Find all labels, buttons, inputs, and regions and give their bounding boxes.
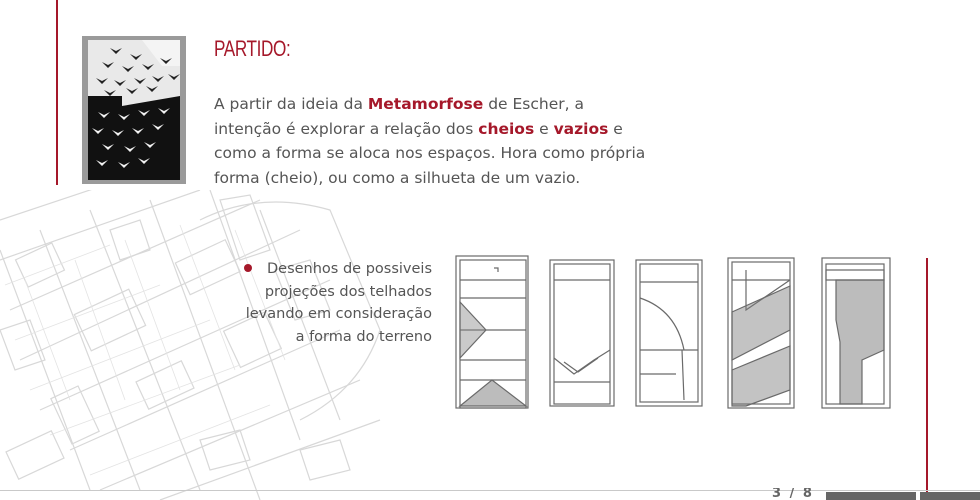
bullet-text: Desenhos de possiveis projeções dos telhados levando em consideração a forma do terreno <box>245 261 432 345</box>
footer-line <box>0 490 980 491</box>
left-accent-line <box>56 0 58 185</box>
paragraph-text: e como a forma se aloca nos espaços. Hora como própria forma (cheio), ou como a silhueta de um vazio. <box>214 119 646 187</box>
sketch-4 <box>728 258 794 408</box>
right-accent-line <box>926 258 928 500</box>
sketch-2 <box>550 260 614 406</box>
paragraph-text: e <box>534 119 554 138</box>
footer-bar <box>920 492 980 500</box>
keyword-metamorfose: Metamorfose <box>367 95 484 113</box>
sketch-3 <box>636 260 702 406</box>
intro-paragraph <box>214 92 654 190</box>
page-number: 3 / 8 <box>772 488 814 500</box>
roof-sketches-image <box>446 250 906 420</box>
section-title: PARTIDO: <box>214 36 291 61</box>
footer-bar <box>826 492 916 500</box>
paragraph-text: de Escher, a intenção é explorar a relação dos <box>214 95 584 138</box>
sketch-1 <box>456 256 528 408</box>
keyword-vazios: vazios <box>553 119 609 138</box>
escher-metamorphosis-image <box>82 36 186 184</box>
paragraph-text: A partir da ideia da <box>214 95 368 113</box>
keyword-cheios: cheios <box>478 119 535 138</box>
sketch-5 <box>822 258 890 408</box>
